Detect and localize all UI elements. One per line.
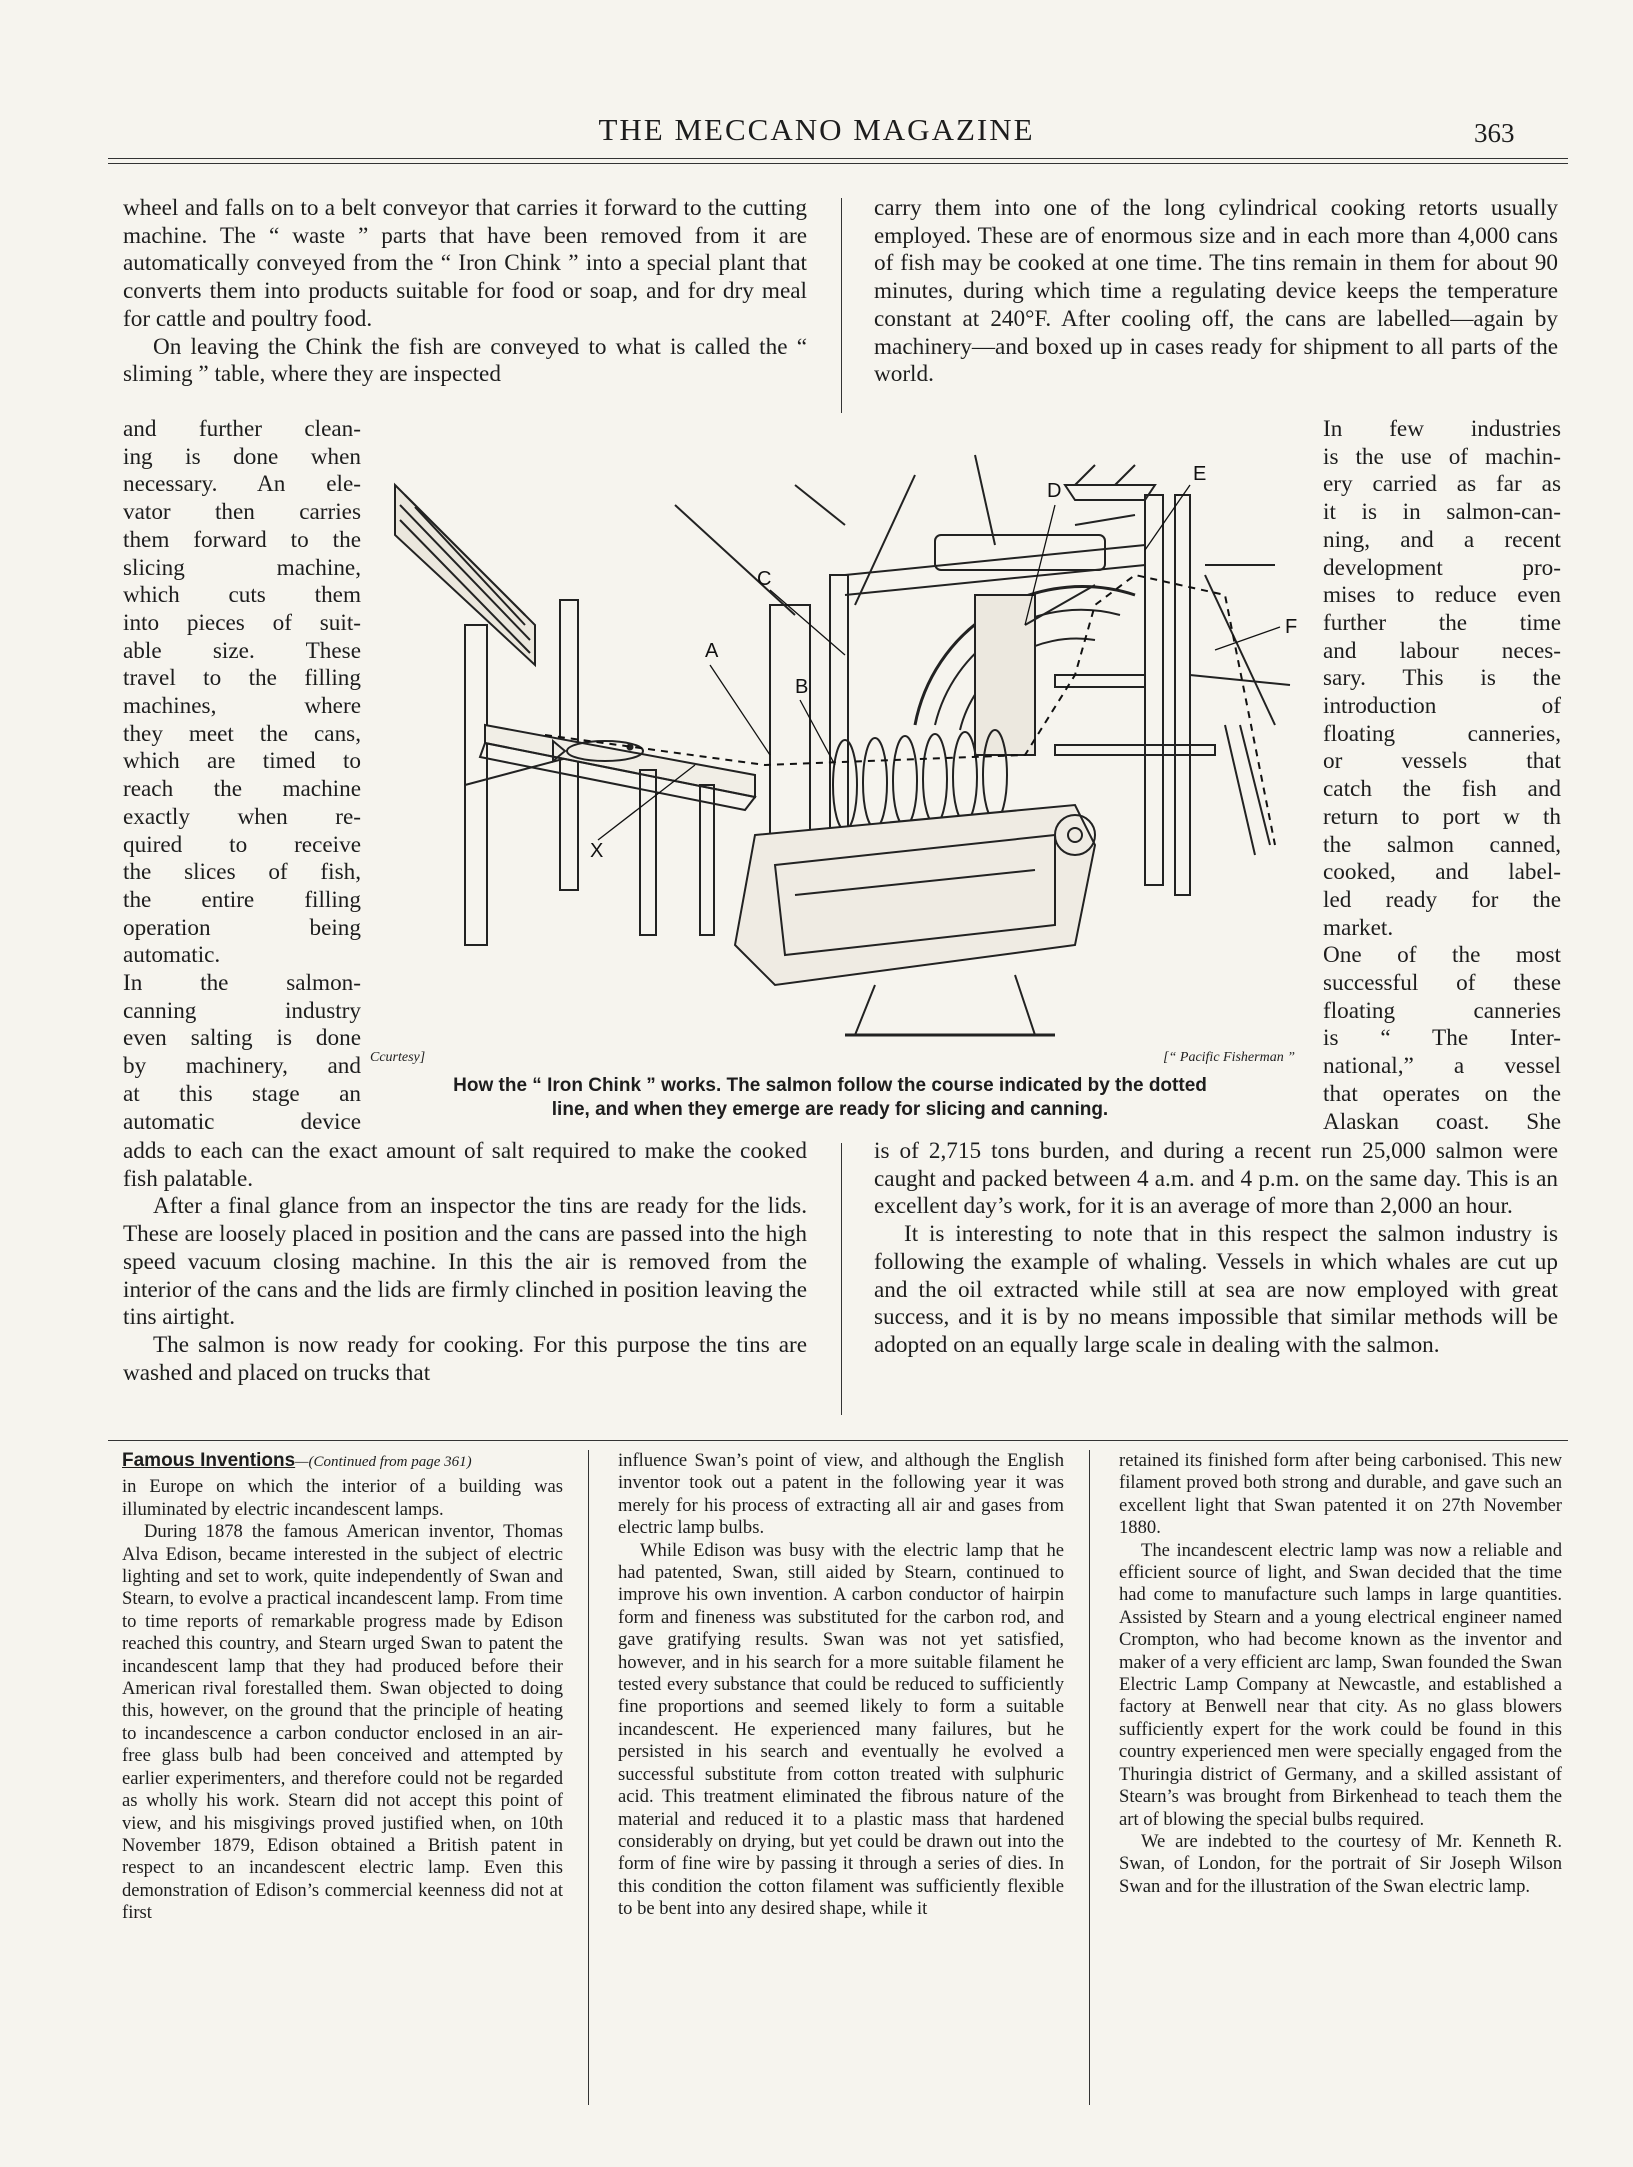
column-divider <box>588 1450 589 2105</box>
text-line: In the salmon- <box>123 970 361 997</box>
text-line: necessary. An ele- <box>123 471 361 498</box>
text-line: floating canneries, <box>1323 720 1561 747</box>
text-line: which are timed to <box>123 748 361 775</box>
text-line: return to port w th <box>1323 803 1561 830</box>
paragraph: During 1878 the famous American inventor, Thomas Alva Edison, became interested in the subject of electric lighting and set to work, quite independently of Swan and Stearn, to evolve a practical incandescent lamp. From time to time reports of remarkable progress made by Edison reached this country, and Stearn urged Swan to patent the incandescent lamp that they had produced before their American rival forestalled them. Swan objected to doing this, however, on the ground that the principle of heating to incandescence a carbon conductor enclosed in an air-free glass bulb had been conceived and attempted by earlier experimenters, and therefore could not be regarded as wholly his work. Stearn did not accept this point of view, and his misgivings proved justified when, on 10th November 1879, Edison obtained a British patent in respect to an incandescent electric lamp. Even this demonstration of Edison’s commercial keenness did not at first <box>122 1521 563 1924</box>
text-line: reach the machine <box>123 776 361 803</box>
text-line: the salmon canned, <box>1323 831 1561 858</box>
text-line: even salting is done <box>123 1025 361 1052</box>
continued-note: —(Continued from page 361) <box>295 1454 472 1470</box>
text-line: it is in salmon-can- <box>1323 499 1561 526</box>
text-line: quired to receive <box>123 831 361 858</box>
text-line: cooked, and label- <box>1323 859 1561 886</box>
text-line: slicing machine, <box>123 554 361 581</box>
bottom-left-column <box>123 1138 807 1387</box>
paragraph: in Europe on which the interior of a building was illuminated by electric incandescent lamps. <box>122 1476 563 1520</box>
figure-label-f: F <box>1285 616 1298 638</box>
text-line: travel to the filling <box>123 665 361 692</box>
text-line: them forward to the <box>123 526 361 553</box>
text-line: Alaskan coast. She <box>1323 1108 1561 1135</box>
column-divider <box>841 1143 842 1415</box>
text-line: led ready for the <box>1323 886 1561 913</box>
text-line: market. <box>1323 914 1394 941</box>
iron-chink-illustration <box>375 425 1310 1050</box>
text-line: the entire filling <box>123 886 361 913</box>
paragraph: We are indebted to the courtesy of Mr. Kenneth R. Swan, of London, for the portrait of Sir Joseph Wilson Swan and for the illustration of the Swan electric lamp. <box>1119 1830 1562 1897</box>
page-number: 363 <box>1474 118 1515 148</box>
famous-inventions-column-2 <box>618 1450 1064 1921</box>
text-line: catch the fish and <box>1323 776 1561 803</box>
text-line: able size. These <box>123 637 361 664</box>
text-line: sary. This is the <box>1323 665 1561 692</box>
text-line: further the time <box>1323 609 1561 636</box>
paragraph: After a final glance from an inspector the tins are ready for the lids. These are loosely placed in position and the cans are passed into the high speed vacuum closing machine. In this the air is removed from the interior of the cans and the lids are firmly clinched in position leaving the tins airtight. <box>123 1193 807 1331</box>
text-line: machines, where <box>123 693 361 720</box>
text-line: ery carried as far as <box>1323 471 1561 498</box>
text-line: successful of these <box>1323 970 1561 997</box>
caption-line: How the “ Iron Chink ” works. The salmon follow the course indicated by the dotted <box>453 1075 1207 1096</box>
figure-label-d: D <box>1047 480 1062 502</box>
text-line: In few industries <box>1323 416 1561 442</box>
text-line: is “ The Inter- <box>1323 1025 1561 1052</box>
text-line: vator then carries <box>123 499 361 526</box>
text-line: into pieces of suit- <box>123 609 361 636</box>
text-line: exactly when re- <box>123 803 361 830</box>
figure-credit-left: Ccurtesy] <box>370 1050 426 1065</box>
header-rule-2 <box>108 163 1568 164</box>
paragraph: It is interesting to note that in this respect the salmon industry is following the example of whaling. Vessels in which whales are cut up and the oil extracted while still at sea are now employed with great success, and it is by no means impossible that similar methods will be adopted on an equally large scale in dealing with the salmon. <box>874 1221 1558 1358</box>
text-line: ing is done when <box>123 443 361 470</box>
section-title: Famous Inventions <box>122 1450 296 1471</box>
paragraph: influence Swan’s point of view, and although the English inventor took out a patent in the following year it was merely for his process of extracting all air and gases from electric lamp bulbs. <box>618 1450 1064 1539</box>
figure-label-e: E <box>1193 463 1207 485</box>
caption-line: line, and when they emerge are ready for slicing and canning. <box>551 1099 1109 1120</box>
paragraph: adds to each can the exact amount of salt required to make the cooked fish palatable. <box>123 1138 807 1192</box>
text-line: that operates on the <box>1323 1080 1561 1107</box>
paragraph: wheel and falls on to a belt conveyor that carries it forward to the cutting machine. The “ waste ” parts that have been removed from it are automatically conveyed from the “ Iron Chink ” into a special plant that converts them into products suitable for food or soap, and for dry meal for cattle and poultry food. <box>123 195 807 332</box>
magazine-title: THE MECCANO MAGAZINE <box>598 112 1035 147</box>
paragraph: The incandescent electric lamp was now a reliable and efficient source of light, and Swan decided that the time had come to manufacture such lamps in large quantities. Assisted by Stearn and a young electrical engineer named Crompton, who had become known as the inventor and maker of a very efficient arc lamp, Swan founded the Swan Electric Lamp Company at Newcastle, and established a factory at Benwell near that city. As no glass blowers sufficiently expert for the work could be found in this country experienced men were specially engaged from the Thuringia district of Germany, and a skilled assistant of Stearn’s was brought from Birkenhead to teach them the art of blowing the special bulbs required. <box>1119 1539 1562 1830</box>
text-line: automatic device <box>123 1108 361 1135</box>
figure-credit-right: [“ Pacific Fisherman ” <box>1163 1050 1295 1065</box>
left-narrow-column <box>123 416 361 1136</box>
column-divider <box>1089 1450 1090 2105</box>
paragraph: retained its finished form after being carbonised. This new filament proved both strong and durable, and gave such an excellent light that Swan patented it on 27th November 1880. <box>1119 1450 1562 1539</box>
text-line: by machinery, and <box>123 1053 361 1080</box>
figure-caption <box>360 1074 1300 1122</box>
text-line: One of the most <box>1323 942 1561 969</box>
column-divider <box>841 198 842 413</box>
paragraph: carry them into one of the long cylindrical cooking retorts usually employed. These are of enormous size and in each more than 4,000 cans of fish may be cooked at one time. The tins remain in them for about 90 minutes, during which time a regulating device keeps the temperature constant at 240°F. After cooling off, the cans are labelled—again by machinery—and boxed up in cases ready for shipment to all parts of the world. <box>874 195 1558 388</box>
top-right-column <box>874 195 1558 389</box>
text-line: and further clean- <box>123 416 361 442</box>
paragraph: On leaving the Chink the fish are conveyed to what is called the “ sliming ” table, where they are inspected <box>123 333 807 388</box>
paragraph: is of 2,715 tons burden, and during a recent run 25,000 salmon were caught and packed between 4 a.m. and 4 p.m. on the same day. This is an excellent day’s work, for it is an average of more than 2,000 an hour. <box>874 1138 1558 1220</box>
text-line: they meet the cans, <box>123 720 361 747</box>
text-line: or vessels that <box>1323 748 1561 775</box>
text-line: is the use of machin- <box>1323 443 1561 470</box>
right-narrow-column <box>1323 416 1561 1136</box>
figure-label-x: X <box>590 840 604 862</box>
section-rule <box>108 1440 1568 1441</box>
famous-inventions-column-3 <box>1119 1450 1562 1898</box>
text-line: national,” a vessel <box>1323 1053 1561 1080</box>
text-line: canning industry <box>123 997 361 1024</box>
paragraph: While Edison was busy with the electric lamp that he had patented, Swan, still aided by Stearn, continued to improve his own invention. A carbon conductor of hairpin form and fineness was substituted for the carbon rod, and gave gratifying results. Swan was not yet satisfied, however, and in his search for a more suitable filament he tested every substance that could be reduced to sufficiently fine proportions and seemed likely to form a suitable incandescent. He experienced many failures, but he persisted in his search and eventually he evolved a successful substitute from cotton treated with sulphuric acid. This treatment eliminated the fibrous nature of the material and reduced it to a plastic mass that hardened considerably on drying, but yet could be drawn out into the form of fine wire by passing it through a series of dies. In this condition the cotton filament was sufficiently flexible to be bent into any desired shape, while it <box>618 1539 1064 1920</box>
header-rule <box>108 158 1568 159</box>
figure-label-b: B <box>795 676 809 698</box>
famous-inventions-column-1 <box>122 1450 563 1925</box>
text-line: development pro- <box>1323 554 1561 581</box>
text-line: the slices of fish, <box>123 859 361 886</box>
bottom-right-column <box>874 1138 1558 1360</box>
figure-label-c: C <box>757 568 772 590</box>
text-line: automatic. <box>123 942 221 969</box>
paragraph: The salmon is now ready for cooking. For this purpose the tins are washed and placed on trucks that <box>123 1331 807 1386</box>
figure-label-a: A <box>705 640 719 662</box>
top-left-column <box>123 195 807 389</box>
text-line: floating canneries <box>1323 997 1561 1024</box>
text-line: operation being <box>123 914 361 941</box>
text-line: at this stage an <box>123 1080 361 1107</box>
text-line: mises to reduce even <box>1323 582 1561 609</box>
text-line: ning, and a recent <box>1323 526 1561 553</box>
text-line: and labour neces- <box>1323 637 1561 664</box>
text-line: introduction of <box>1323 693 1561 720</box>
text-line: which cuts them <box>123 582 361 609</box>
